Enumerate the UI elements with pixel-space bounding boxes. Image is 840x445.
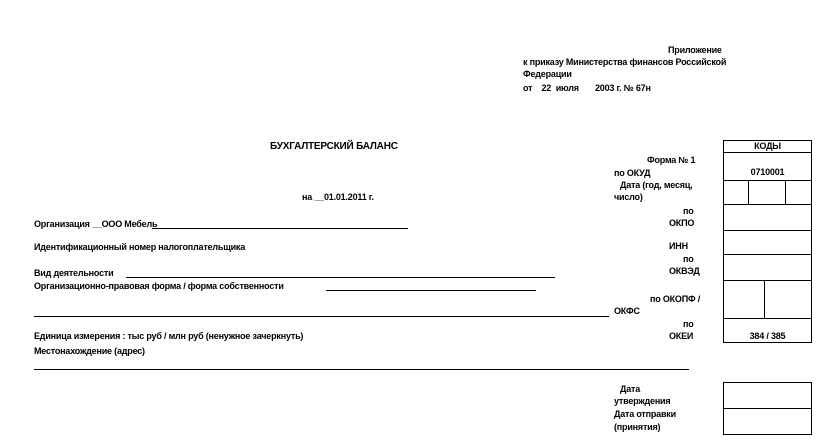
inn-label: Идентификационный номер налогоплательщика bbox=[34, 242, 246, 252]
organization-label: Организация __ООО Мебель bbox=[34, 219, 158, 229]
organization-underline bbox=[152, 228, 408, 229]
okved-label: ОКВЭД bbox=[669, 266, 700, 276]
codes-header: КОДЫ bbox=[754, 141, 781, 151]
activity-underline bbox=[126, 277, 555, 278]
grid-line bbox=[723, 230, 812, 231]
okud-code: 0710001 bbox=[750, 167, 785, 177]
grid-line bbox=[723, 280, 812, 281]
po-label-2: по bbox=[683, 254, 694, 264]
okud-label: по ОКУД bbox=[614, 168, 651, 178]
okopf-label: по ОКОПФ / bbox=[650, 294, 701, 304]
okei-code: 384 / 385 bbox=[749, 331, 786, 341]
order-line: к приказу Министерства финансов Российской bbox=[523, 57, 727, 67]
inn-code-label: ИНН bbox=[669, 241, 688, 251]
grid-line bbox=[723, 204, 812, 205]
order-date-line: от 22 июля 2003 г. № 67н bbox=[523, 83, 651, 93]
grid-line bbox=[723, 254, 812, 255]
legal-form-label: Организационно-правовая форма / форма собственности bbox=[34, 281, 284, 291]
form-number: Форма № 1 bbox=[647, 155, 696, 165]
balance-date: на __01.01.2011 г. bbox=[302, 192, 374, 202]
po-label-3: по bbox=[683, 319, 694, 329]
okfs-label: ОКФС bbox=[614, 306, 640, 316]
grid-line bbox=[723, 408, 812, 409]
approval-date-label: Дата bbox=[620, 384, 641, 394]
date-label-2: число) bbox=[614, 192, 643, 202]
location-label: Местонахождение (адрес) bbox=[34, 346, 145, 356]
grid-line bbox=[785, 180, 786, 204]
location-underline bbox=[34, 369, 689, 370]
grid-line bbox=[723, 180, 812, 181]
approval-date-label-2: утверждения bbox=[614, 396, 671, 406]
federation-label: Федерации bbox=[523, 69, 572, 79]
send-date-label-2: (принятия) bbox=[614, 422, 661, 432]
send-date-label: Дата отправки bbox=[614, 409, 676, 419]
legal-form-underline bbox=[326, 290, 536, 291]
activity-label: Вид деятельности bbox=[34, 268, 114, 278]
legal-form-underline-2 bbox=[34, 316, 609, 317]
grid-line bbox=[748, 180, 749, 204]
page-title: БУХГАЛТЕРСКИЙ БАЛАНС bbox=[270, 141, 398, 152]
date-label: Дата (год, месяц, bbox=[620, 180, 693, 190]
appendix-label: Приложение bbox=[668, 45, 722, 55]
okpo-label: ОКПО bbox=[669, 218, 695, 228]
po-label-1: по bbox=[683, 206, 694, 216]
grid-line bbox=[723, 318, 812, 319]
unit-label: Единица измерения : тыс руб / млн руб (ненужное зачеркнуть) bbox=[34, 331, 304, 341]
grid-line bbox=[764, 280, 765, 318]
okei-label: ОКЕИ bbox=[669, 331, 694, 341]
